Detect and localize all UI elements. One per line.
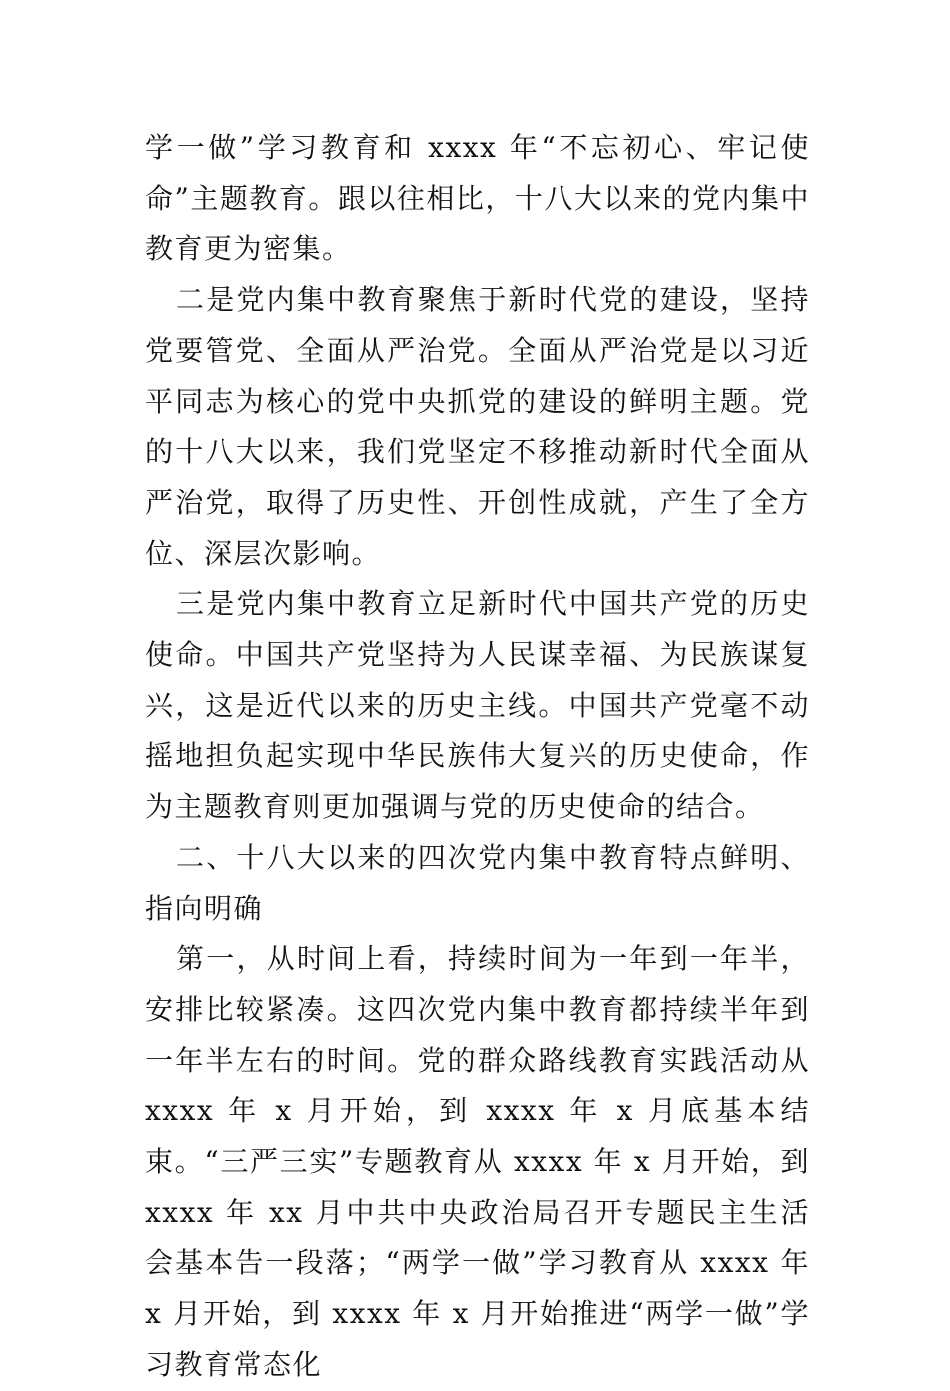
paragraph-continuation: 学一做”学习教育和 xxxx 年“不忘初心、牢记使命”主题教育。跟以往相比，十八大以来的党内集中教育更为密集。: [145, 131, 810, 266]
section-heading: 二、十八大以来的四次党内集中教育特点鲜明、指向明确: [145, 840, 810, 925]
paragraph-point-three: 三是党内集中教育立足新时代中国共产党的历史使命。中国共产党坚持为人民谋幸福、为民族谋复兴，这是近代以来的历史主线。中国共产党毫不动摇地担负起实现中华民族伟大复兴的历史使命，作为主题教育则更加强调与党的历史使命的结合。: [145, 587, 810, 824]
paragraph-point-two: 二是党内集中教育聚焦于新时代党的建设，坚持党要管党、全面从严治党。全面从严治党是以习近平同志为核心的党中央抓党的建设的鲜明主题。党的十八大以来，我们党坚定不移推动新时代全面从严治党，取得了历史性、开创性成就，产生了全方位、深层次影响。: [145, 283, 810, 570]
document-page: [145, 123, 810, 1391]
paragraph-first-point: 第一，从时间上看，持续时间为一年到一年半，安排比较紧凑。这四次党内集中教育都持续半年到一年半左右的时间。党的群众路线教育实践活动从 xxxx 年 x 月开始，到 xxxx 年 x 月底基本结束。“三严三实”专题教育从 xxxx 年 x 月开始，到 xxxx 年 xx 月中共中央政治局召开专题民主生活会基本告一段落；“两学一做”学习教育从 xxxx 年 x 月开始，到 xxxx 年 x 月开始推进“两学一做”学习教育常态化: [145, 942, 810, 1381]
